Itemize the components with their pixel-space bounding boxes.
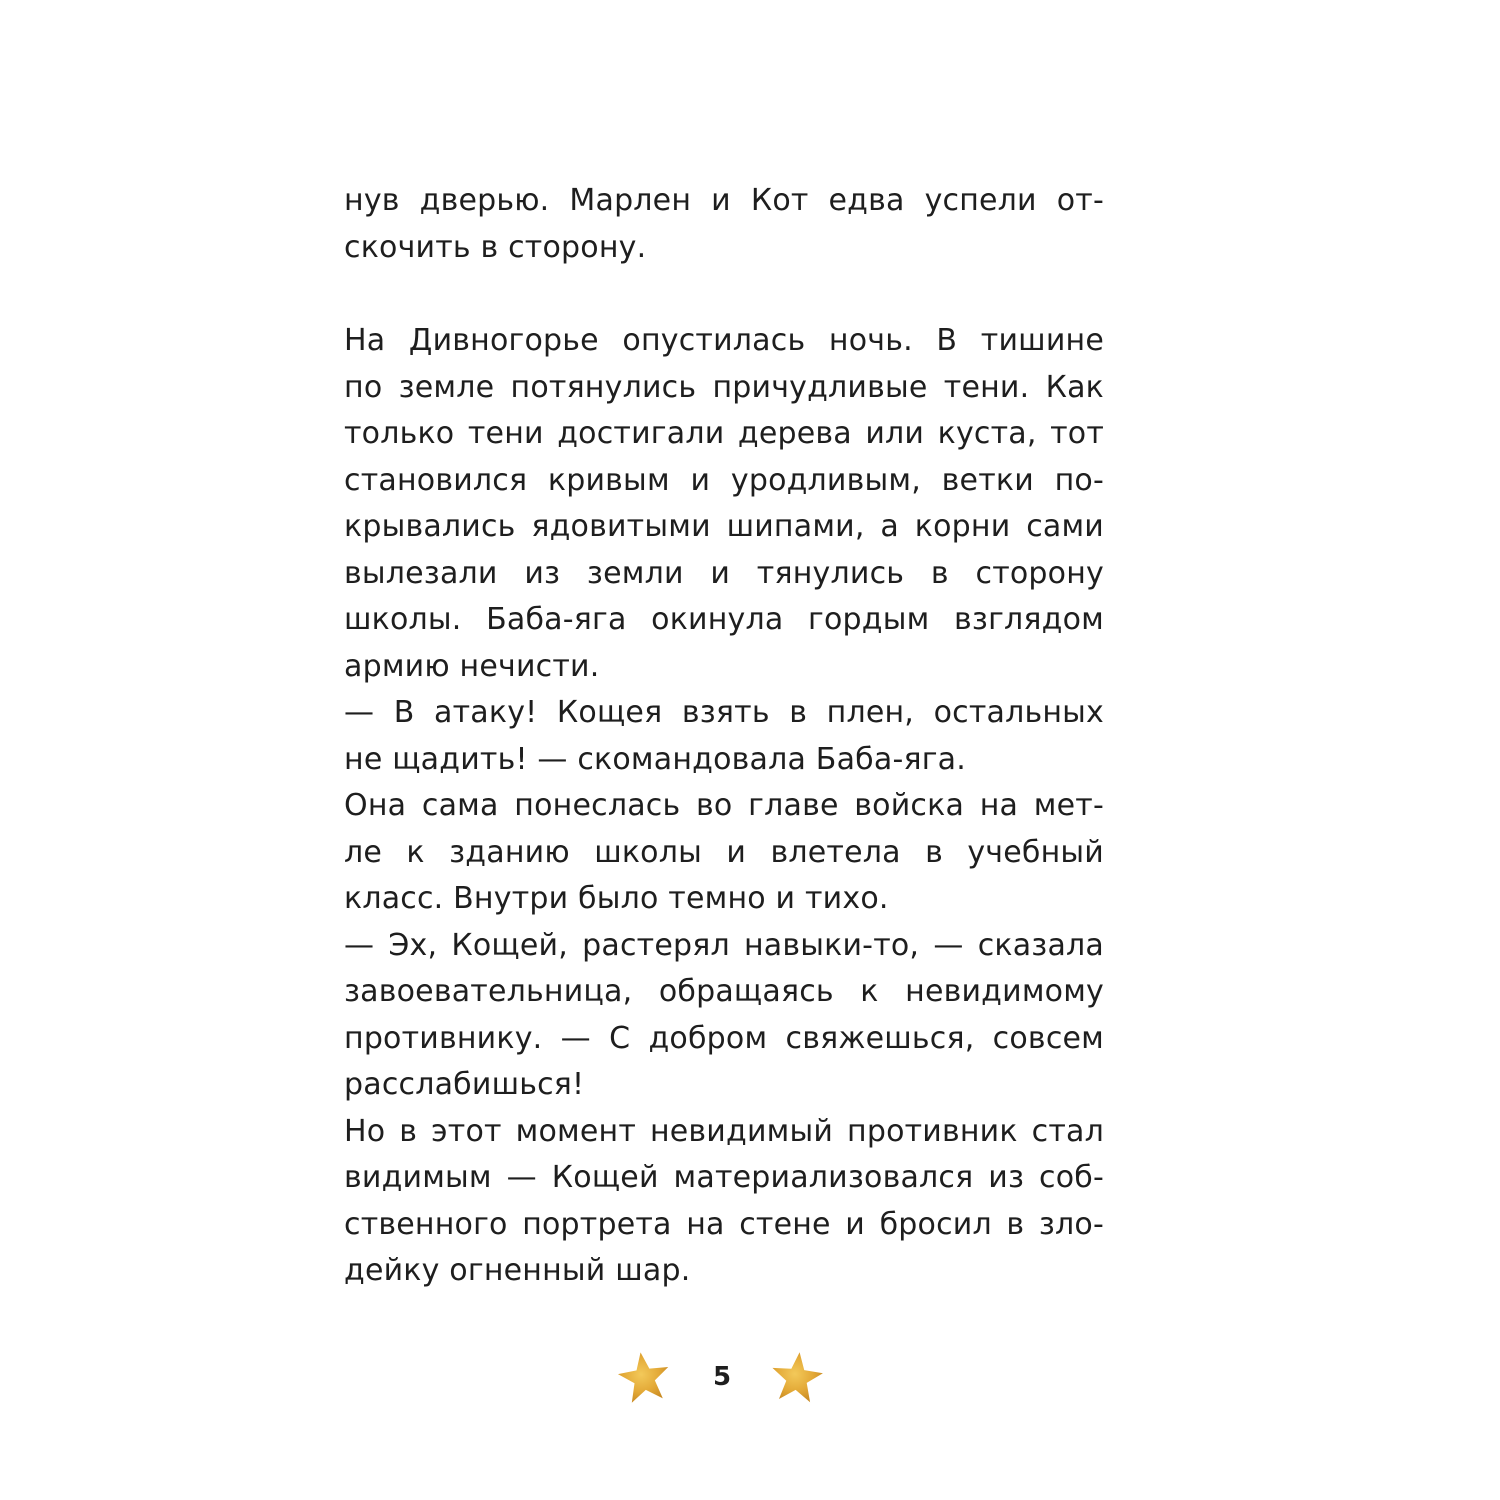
text-line: видимым — Кощей материализовался из соб-: [344, 1160, 1104, 1195]
text-line: не щадить! — скомандовала Баба-яга.: [344, 741, 966, 777]
text-line: расслабишься!: [344, 1067, 585, 1102]
text-line: Она сама понеслась во главе войска на мет-: [344, 788, 1104, 823]
paragraph-2: [344, 318, 1104, 1295]
text-line: армию нечисти.: [344, 648, 600, 684]
text-line: — В атаку! Кощея взять в плен, остальных: [344, 695, 1104, 730]
text-line: противнику. — С добром свяжешься, совсем: [344, 1020, 1104, 1056]
gold-star-icon: [617, 1350, 671, 1404]
text-line: На Дивногорье опустилась ночь. В тишине: [344, 323, 1104, 358]
text-line: только тени достигали дерева или куста, тот: [344, 416, 1104, 451]
gold-star-icon: [770, 1350, 824, 1404]
text-line: крывались ядовитыми шипами, а корни сами: [344, 509, 1104, 544]
paragraph-1: [344, 178, 1104, 271]
text-line: ле к зданию школы и влетела в учебный: [344, 834, 1104, 870]
page-footer: [0, 1350, 1500, 1410]
text-line: нув дверью. Марлен и Кот едва успели от-: [344, 183, 1104, 218]
text-line: становился кривым и уродливым, ветки по-: [344, 462, 1104, 498]
text-line: дейку огненный шар.: [344, 1253, 691, 1288]
text-line: школы. Баба-яга окинула гордым взглядом: [344, 602, 1104, 637]
text-line: вылезали из земли и тянулись в сторону: [344, 555, 1104, 591]
text-line: завоевательница, обращаясь к невидимому: [344, 974, 1104, 1009]
text-line: Но в этот момент невидимый противник стал: [344, 1113, 1104, 1149]
text-line: — Эх, Кощей, растерял навыки-то, — сказала: [344, 927, 1104, 963]
text-line: класс. Внутри было темно и тихо.: [344, 881, 889, 916]
text-line: скочить в сторону.: [344, 229, 647, 265]
text-line: по земле потянулись причудливые тени. Как: [344, 369, 1104, 405]
text-line: ственного портрета на стене и бросил в зло-: [344, 1206, 1104, 1242]
page-number: 5: [712, 1362, 732, 1392]
